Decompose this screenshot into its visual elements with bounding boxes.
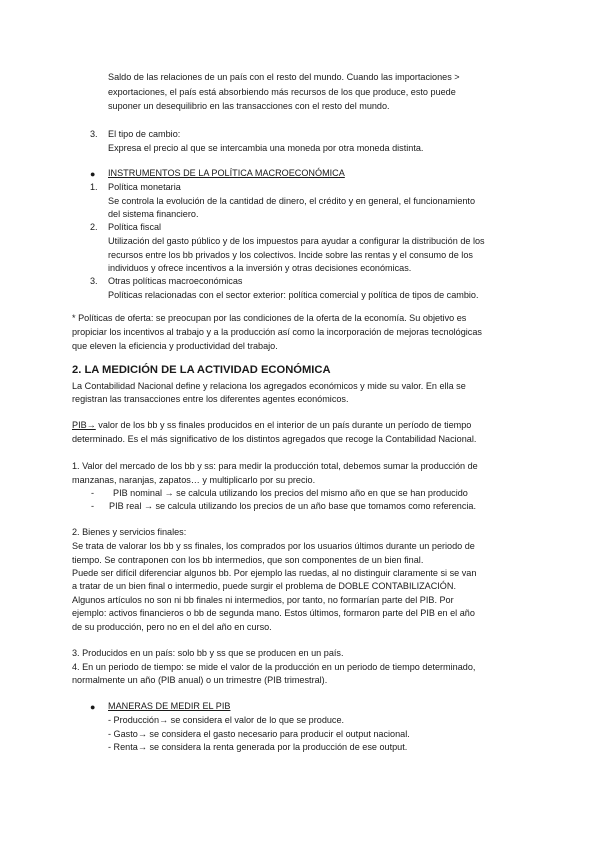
tipo-cambio-title: El tipo de cambio: <box>108 129 181 139</box>
instr-item-title: Política fiscal <box>108 222 162 232</box>
instrumentos-heading: INSTRUMENTOS DE LA POLÍTICA MACROECONÓMICA <box>108 168 345 178</box>
valor-line-2: manzanas, naranjas, zapatos… y multiplicarlo por su precio. <box>72 475 316 485</box>
pib-text: valor de los bb y ss finales producidos en el interior de un país durante un período de tiempo <box>95 420 472 430</box>
instr-item-title: Otras políticas macroeconómicas <box>108 276 243 286</box>
instr-item-number: 3. <box>90 276 98 286</box>
bienes-line: Puede ser difícil diferenciar algunos bb. Por ejemplo las ruedas, al no distinguir claramente si se van <box>72 568 477 578</box>
instr-item-line: recursos entre los bb privados y los colectivos. Incide sobre las rentas y el consumo de los <box>108 250 473 260</box>
pib-definition-line-1 <box>72 419 471 432</box>
instr-item-line: del sistema financiero. <box>108 209 199 219</box>
pib-nominal-line: PIB nominal → se calcula utilizando los precios del mismo año en que se han producido <box>113 488 468 498</box>
bullet-icon: ● <box>90 702 96 712</box>
bienes-line: de su producción, pero no en el del año en curso. <box>72 622 272 632</box>
dash-mark: - <box>91 488 95 498</box>
instr-item-line: individuos y ofrece incentivos a la inversión y otras decisiones económicas. <box>108 263 412 273</box>
valor-line-1: 1. Valor del mercado de los bb y ss: para medir la producción total, debemos sumar la producción de <box>72 461 478 471</box>
pib-label: PIB→ <box>72 420 96 430</box>
bienes-line: a tratar de un bien final o intermedio, puede surgir el problema de DOBLE CONTABILIZACIÓN. <box>72 581 456 591</box>
instr-item-line: Se controla la evolución de la cantidad de dinero, el crédito y en general, el funcionamiento <box>108 196 476 206</box>
periodo-line-1: 4. En un periodo de tiempo: se mide el valor de la producción en un periodo de tiempo determinado, <box>72 662 476 672</box>
tipo-cambio-number: 3. <box>90 129 98 139</box>
dash-mark: - <box>91 501 95 511</box>
pib-definition-line-2: determinado. Es el más significativo de los distintos agregados que recoge la Contabilidad Nacional. <box>72 434 477 444</box>
instr-item-line: Políticas relacionadas con el sector exterior: política comercial y política de tipos de cambio. <box>108 290 479 300</box>
maneras-item: - Renta→ se considera la renta generada por la producción de ese output. <box>108 742 408 752</box>
instr-item-number: 2. <box>90 222 98 232</box>
bullet-icon: ● <box>90 169 96 179</box>
periodo-line-2: normalmente un año (PIB anual) o un trimestre (PIB trimestral). <box>72 675 328 685</box>
saldo-line-1: Saldo de las relaciones de un país con el resto del mundo. Cuando las importaciones > <box>108 72 460 82</box>
bienes-line: Se trata de valorar los bb y ss finales, los comprados por los usuarios últimos durante un periodo de <box>72 541 475 551</box>
oferta-line-1: * Políticas de oferta: se preocupan por las condiciones de la oferta de la economía. Su objetivo es <box>72 313 467 323</box>
pib-real-line: PIB real → se calcula utilizando los precios de un año base que tomamos como referencia. <box>109 501 476 511</box>
section-2-title: 2. LA MEDICIÓN DE LA ACTIVIDAD ECONÓMICA <box>72 364 331 376</box>
saldo-line-2: exportaciones, el país está absorbiendo más recursos de los que produce, esto puede <box>108 87 456 97</box>
bienes-line: ejemplo: activos financieros o bb de segunda mano. Estos últimos, formaron parte del PIB en el año <box>72 608 475 618</box>
saldo-line-3: suponer un desequilibrio en las transacciones con el resto del mundo. <box>108 101 390 111</box>
bienes-line: Algunos artículos no son ni bb finales ni intermedios, por tanto, no formarían parte del PIB. Por <box>72 595 454 605</box>
oferta-line-2: propiciar los incentivos al trabajo y a la producción así como la incorporación de mejoras tecnológicas <box>72 327 482 337</box>
maneras-item: - Producción→ se considera el valor de lo que se produce. <box>108 715 345 725</box>
intro-line-1: La Contabilidad Nacional define y relaciona los agregados económicos y mide su valor. En ella se <box>72 381 466 391</box>
instr-item-title: Política monetaria <box>108 182 181 192</box>
intro-line-2: registran las transacciones entre los diferentes agentes económicos. <box>72 394 349 404</box>
oferta-line-3: que eleven la eficiencia y productividad del trabajo. <box>72 341 278 351</box>
instr-item-number: 1. <box>90 182 98 192</box>
maneras-heading: MANERAS DE MEDIR EL PIB <box>108 701 231 711</box>
tipo-cambio-text: Expresa el precio al que se intercambia una moneda por otra moneda distinta. <box>108 143 424 153</box>
producidos-line: 3. Producidos en un país: solo bb y ss que se producen en un país. <box>72 648 344 658</box>
maneras-item: - Gasto→ se considera el gasto necesario para producir el output nacional. <box>108 729 410 739</box>
bienes-line: tiempo. Se contraponen con los bb intermedios, que son componentes de un bien final. <box>72 555 424 565</box>
instr-item-line: Utilización del gasto público y de los impuestos para ayudar a configurar la distribución de los <box>108 236 485 246</box>
bienes-line: 2. Bienes y servicios finales: <box>72 527 187 537</box>
